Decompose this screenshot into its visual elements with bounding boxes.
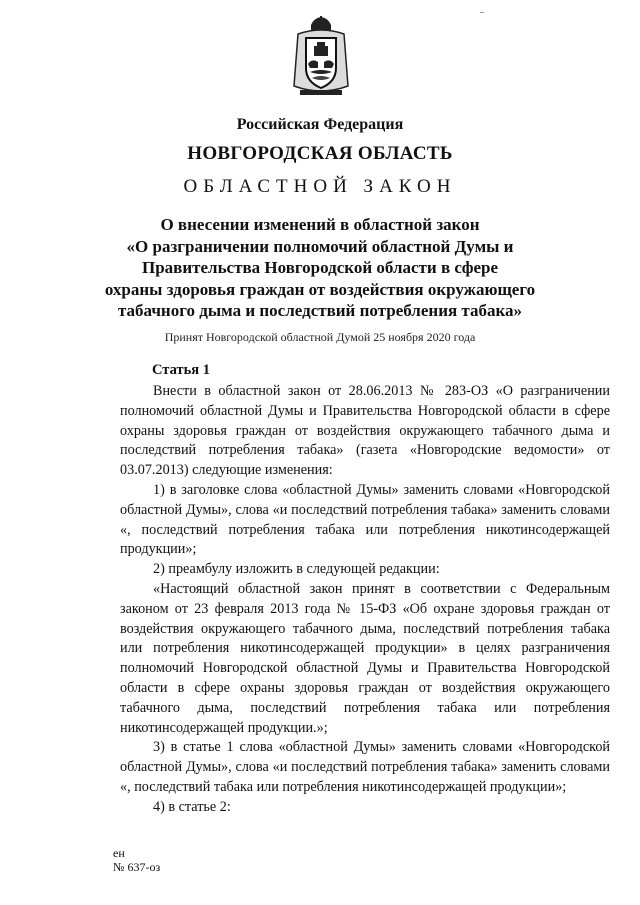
law-title-line: охраны здоровья граждан от воздействия окружающего	[104, 279, 536, 299]
law-title-line: табачного дыма и последствий потребления табака»	[117, 301, 523, 320]
law-title	[0, 214, 640, 322]
law-title-line: О внесении изменений в областной закон	[160, 215, 480, 234]
paragraph: 3) в статье 1 слова «областной Думы» заменить словами «Новгородской областной Думы», слова «и последствий потребления табака» заменить словами «, последствий табака или потребления никотинсодержащей продукции»;	[120, 739, 610, 795]
paragraph: 4) в статье 2:	[153, 798, 231, 815]
adoption-date: Принят Новгородской областной Думой 25 ноября 2020 года	[164, 330, 476, 344]
law-title-line: Правительства Новгородской области в сфере	[141, 258, 499, 277]
paragraph: «Настоящий областной закон принят в соответствии с Федеральным законом от 23 февраля 2013 года № 15-ФЗ «Об охране здоровья граждан от воздействия окружающего табачного дыма, последствий потребления табака или потребления никотинсодержащей продукции» в целях разграничения полномочий Новгородской областной Думы и Правительства Новгородской области в сфере охраны здоровья граждан от воздействия окружающего табачного дыма, последствий потребления табака или потребления никотинсодержащей продукции.»;	[120, 580, 610, 736]
paragraph: 2) преамбулу изложить в следующей редакции:	[153, 561, 440, 578]
footer-initials: ен	[113, 846, 125, 860]
scan-mark	[480, 12, 484, 13]
document-type: ОБЛАСТНОЙ ЗАКОН	[183, 176, 457, 197]
paragraph: Внести в областной закон от 28.06.2013 № 283-ОЗ «О разграничении полномочий областной Думы и Правительства Новгородской области в сфере охраны здоровья граждан от воздействия окружающего табачного дыма и последствий потребления табака» (газета «Новгородские ведомости» от 03.07.2013) следующие изменения:	[120, 383, 610, 479]
federation-title: Российская Федерация	[236, 116, 404, 133]
region-title: НОВГОРОДСКАЯ ОБЛАСТЬ	[187, 143, 453, 164]
coat-of-arms-icon	[290, 16, 352, 100]
footer-number: № 637-оз	[113, 860, 161, 874]
paragraph: 1) в заголовке слова «областной Думы» заменить словами «Новгородской областной Думы», слова «и последствий потребления табака» заменить словами «, последствий потребления табака или потребления никотинсодержащей продукции»;	[120, 481, 610, 558]
article-body	[120, 382, 610, 818]
law-title-line: «О разграничении полномочий областной Думы и	[126, 236, 514, 256]
article-heading: Статья 1	[152, 362, 210, 378]
